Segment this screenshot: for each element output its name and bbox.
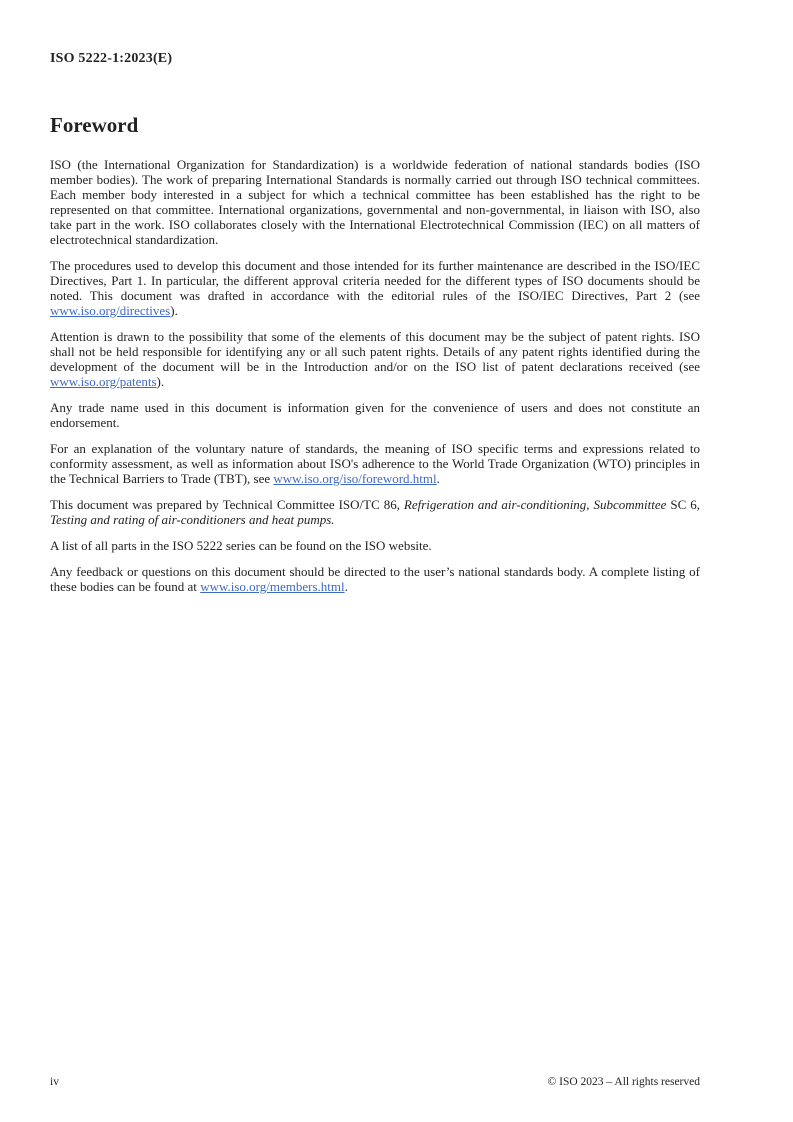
paragraph bbox=[50, 258, 700, 318]
paragraph bbox=[50, 157, 700, 247]
link-www-iso-org-iso-foreword-html[interactable]: www.iso.org/iso/foreword.html bbox=[273, 471, 437, 486]
page-content bbox=[50, 0, 700, 605]
body-text: SC 6, bbox=[666, 497, 700, 512]
body-text: . bbox=[344, 579, 348, 594]
paragraph bbox=[50, 564, 700, 594]
body-text: ). bbox=[170, 303, 178, 318]
paragraph bbox=[50, 400, 700, 430]
link-www-iso-org-patents[interactable]: www.iso.org/patents bbox=[50, 374, 157, 389]
body-text: The procedures used to develop this document and those intended for its further maintenance are described in the ISO/IEC Directives, Part 1. In particular, the different approval criteria needed for the different types of ISO documents should be noted. This document was drafted in accordance with the editorial rules of the ISO/IEC Directives, Part 2 (see bbox=[50, 258, 700, 303]
body-text: . bbox=[436, 471, 440, 486]
italic-text: Testing and rating of air-conditioners and heat pumps. bbox=[50, 512, 335, 527]
page-footer bbox=[50, 1076, 700, 1088]
page-number: iv bbox=[50, 1076, 59, 1088]
paragraph bbox=[50, 497, 700, 527]
foreword-body bbox=[50, 157, 700, 594]
body-text: Any trade name used in this document is information given for the convenience of users and does not constitute an endorsement. bbox=[50, 400, 700, 430]
italic-text: Refrigeration and air-conditioning, Subcommittee bbox=[403, 497, 667, 512]
body-text: ). bbox=[156, 374, 165, 389]
paragraph bbox=[50, 329, 700, 389]
link-www-iso-org-directives[interactable]: www.iso.org/directives bbox=[50, 303, 171, 318]
link-www-iso-org-members-html[interactable]: www.iso.org/members.html bbox=[200, 579, 345, 594]
body-text: This document was prepared by Technical Committee ISO/TC 86, bbox=[50, 497, 404, 512]
body-text: Any feedback or questions on this document should be directed to the user’s national standards body. A complete listing of these bodies can be found at bbox=[50, 564, 700, 594]
paragraph bbox=[50, 538, 700, 553]
document-reference: ISO 5222-1:2023(E) bbox=[50, 51, 173, 66]
body-text: For an explanation of the voluntary nature of standards, the meaning of ISO specific terms and expressions related to conformity assessment, as well as information about ISO's adherence to the World Trade Organization (WTO) principles in the Technical Barriers to Trade (TBT), see bbox=[50, 441, 700, 486]
copyright-notice: © ISO 2023 – All rights reserved bbox=[547, 1076, 700, 1088]
body-text: A list of all parts in the ISO 5222 series can be found on the ISO website. bbox=[50, 538, 432, 553]
body-text: ISO (the International Organization for Standardization) is a worldwide federation of national standards bodies (ISO member bodies). The work of preparing International Standards is normally carried out through ISO technical committees. Each member body interested in a subject for which a technical committee has been established has the right to be represented on that committee. International organizations, governmental and non-governmental, in liaison with ISO, also take part in the work. ISO collaborates closely with the International Electrotechnical Commission (IEC) on all matters of electrotechnical standardization. bbox=[50, 157, 700, 247]
page-title: Foreword bbox=[50, 113, 139, 137]
paragraph bbox=[50, 441, 700, 486]
body-text: Attention is drawn to the possibility that some of the elements of this document may be the subject of patent rights. ISO shall not be held responsible for identifying any or all such patent rights. Details of any patent rights identified during the development of the document will be in the Introduction and/or on the ISO list of patent declarations received (see bbox=[50, 329, 700, 374]
